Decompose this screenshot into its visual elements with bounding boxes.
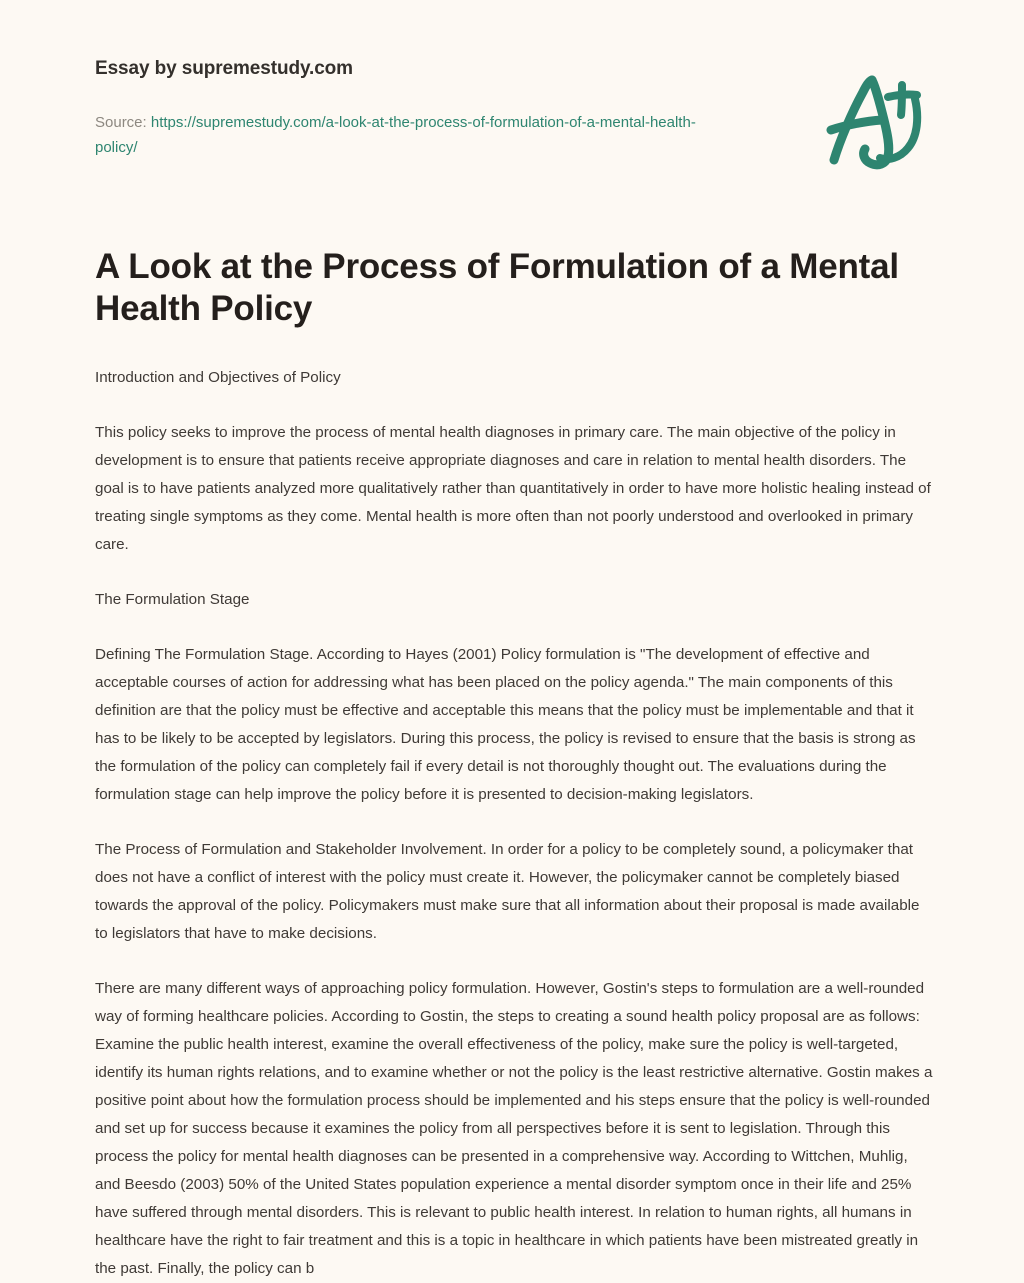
- section-heading-introduction: Introduction and Objectives of Policy: [95, 369, 341, 386]
- brand-title: Essay by supremestudy.com: [95, 58, 353, 79]
- section-heading-formulation-stage: The Formulation Stage: [95, 591, 250, 608]
- article-body: [95, 246, 933, 1283]
- source-url-link[interactable]: https://supremestudy.com/a-look-at-the-process-of-formulation-of-a-mental-health-policy/: [95, 114, 696, 156]
- paragraph-stakeholder-involvement: The Process of Formulation and Stakeholder Involvement. In order for a policy to be completely sound, a policymaker that does not have a conflict of interest with the policy must create it. However, the policymaker cannot be completely biased towards the approval of the policy. Policymakers must make sure that all information about their proposal is made available to legislators that have to make decisions.: [95, 841, 920, 942]
- source-line: [95, 110, 735, 160]
- paragraph-defining-formulation-stage: Defining The Formulation Stage. According to Hayes (2001) Policy formulation is "The development of effective and acceptable courses of action for addressing what has been placed on the policy agenda." The main components of this definition are that the policy must be effective and acceptable this means that the policy must be implementable and that it has to be likely to be accepted by legislators. During this process, the policy is revised to ensure that the basis is strong as the formulation of the policy can completely fail if every detail is not thoroughly thought out. The evaluations during the formulation stage can help improve the policy before it is presented to decision-making legislators.: [95, 646, 916, 803]
- paragraph-gostin-steps: There are many different ways of approaching policy formulation. However, Gostin's steps to formulation are a well-rounded way of forming healthcare policies. According to Gostin, the steps to creating a sound health policy proposal are as follows: Examine the public health interest, examine the overall effectiveness of the policy, make sure the policy is well-targeted, identify its human rights relations, and to examine whether or not the policy is the least restrictive alternative. Gostin makes a positive point about how the formulation process should be implemented and his steps ensure that the policy is well-rounded and set up for success because it examines the policy from all perspectives before it is sent to legislation. Through this process the policy for mental health diagnoses can be presented in a comprehensive way. According to Wittchen, Muhlig, and Beesdo (2003) 50% of the United States population experience a mental disorder symptom once in their life and 25% have suffered through mental disorders. This is relevant to public health interest. In relation to human rights, all humans in healthcare have the right to fair treatment and this is a topic in healthcare in which patients have been mistreated greatly in the past. Finally, the policy can b: [95, 980, 933, 1277]
- a-plus-logo: [818, 68, 928, 174]
- page-title: A Look at the Process of Formulation of a Mental Health Policy: [95, 247, 899, 328]
- page-header: [0, 0, 1024, 210]
- source-label: Source:: [95, 114, 147, 131]
- paragraph-introduction: This policy seeks to improve the process of mental health diagnoses in primary care. The main objective of the policy in development is to ensure that patients receive appropriate diagnoses and care in relation to mental health disorders. The goal is to have patients analyzed more qualitatively rather than quantitatively in order to have more holistic healing instead of treating single symptoms as they come. Mental health is more often than not poorly understood and overlooked in primary care.: [95, 424, 931, 553]
